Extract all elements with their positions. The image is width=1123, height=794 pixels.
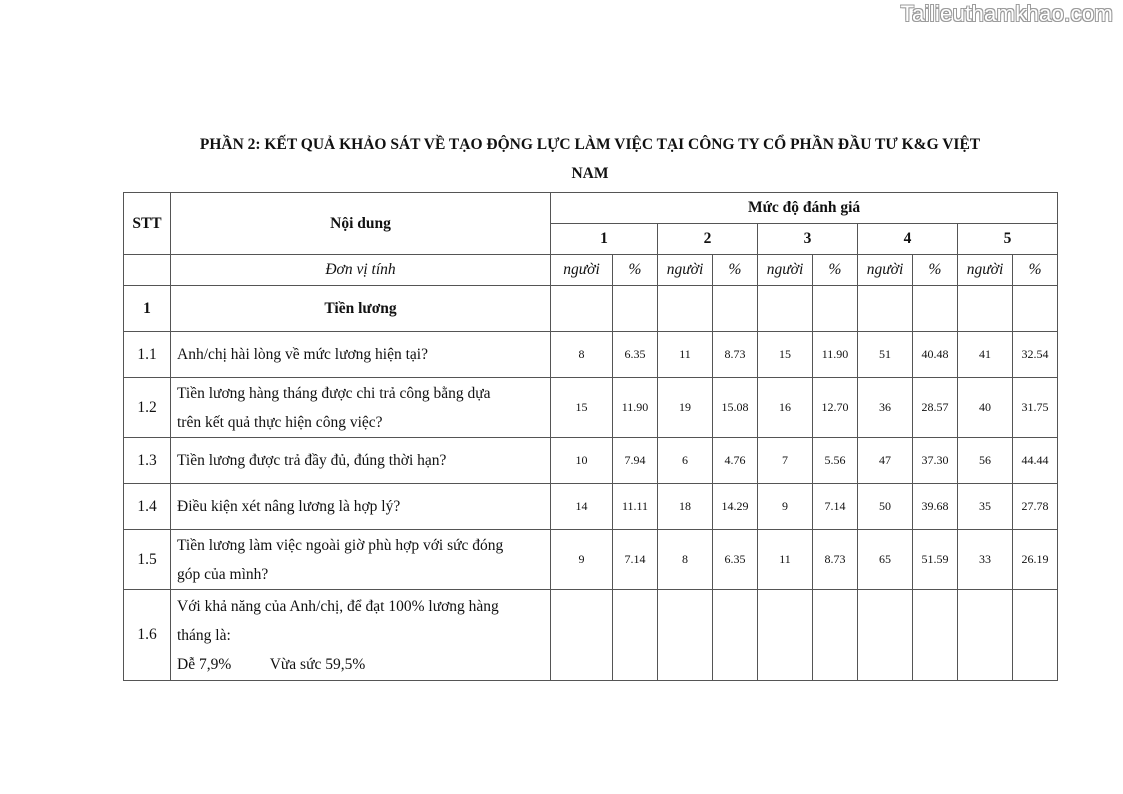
percent-cell [613,590,658,681]
percent-cell: 6.35 [713,530,758,590]
content-line: Dễ 7,9% Vừa sức 59,5% [177,655,366,673]
people-count-cell: 41 [958,332,1013,378]
people-count-cell: 9 [758,484,813,530]
title-line-1: PHẦN 2: KẾT QUẢ KHẢO SÁT VỀ TẠO ĐỘNG LỰC LÀM VIỆC TẠI CÔNG TY CỔ PHẦN ĐẦU TƯ K&G VIỆT [199,136,981,153]
table-row [124,438,1058,484]
percent-cell: 26.19 [1013,530,1058,590]
row-stt: 1.5 [124,530,171,590]
row-content [171,332,551,378]
percent-cell: 27.78 [1013,484,1058,530]
percent-cell [713,590,758,681]
row-content [171,590,551,681]
table-row [124,590,1058,681]
percent-cell: 15.08 [713,378,758,438]
people-count-cell: 9 [551,530,613,590]
content-line: Tiền lương được trả đầy đủ, đúng thời hạn? [177,452,447,469]
section-title: Tiền lương [171,286,551,332]
unit-stt-cell [124,255,171,286]
people-count-cell: 11 [658,332,713,378]
empty-cell [913,286,958,332]
content-line: trên kết quả thực hiện công việc? [177,413,383,431]
people-count-cell: 51 [858,332,913,378]
people-count-cell [958,590,1013,681]
percent-cell: 51.59 [913,530,958,590]
people-count-cell: 56 [958,438,1013,484]
empty-cell [1013,286,1058,332]
people-count-cell: 14 [551,484,613,530]
percent-cell: 32.54 [1013,332,1058,378]
row-stt: 1.6 [124,590,171,681]
unit-people: người [658,255,713,286]
percent-cell: 7.94 [613,438,658,484]
people-count-cell: 33 [958,530,1013,590]
percent-cell: 4.76 [713,438,758,484]
empty-cell [658,286,713,332]
people-count-cell: 65 [858,530,913,590]
percent-cell: 11.90 [813,332,858,378]
table-row [124,484,1058,530]
people-count-cell [758,590,813,681]
percent-cell: 6.35 [613,332,658,378]
empty-cell [813,286,858,332]
header-stt: STT [124,193,171,255]
title-line-2: NAM [571,165,609,182]
page-title [123,130,1057,188]
content-line: Anh/chị hài lòng về mức lương hiện tại? [177,346,428,363]
people-count-cell: 18 [658,484,713,530]
people-count-cell: 6 [658,438,713,484]
row-stt: 1.1 [124,332,171,378]
people-count-cell: 47 [858,438,913,484]
unit-percent: % [613,255,658,286]
people-count-cell: 7 [758,438,813,484]
people-count-cell [858,590,913,681]
percent-cell: 11.90 [613,378,658,438]
people-count-cell: 15 [758,332,813,378]
people-count-cell: 36 [858,378,913,438]
content-line: Với khả năng của Anh/chị, để đạt 100% lương hàng [177,597,499,615]
unit-percent: % [1013,255,1058,286]
level-header: 3 [758,224,858,255]
row-content [171,438,551,484]
unit-people: người [551,255,613,286]
unit-people: người [858,255,913,286]
empty-cell [858,286,913,332]
content-line: Tiền lương hàng tháng được chi trả công bằng dựa [177,384,491,402]
percent-cell: 12.70 [813,378,858,438]
level-header: 2 [658,224,758,255]
percent-cell: 8.73 [713,332,758,378]
row-stt: 1.3 [124,438,171,484]
table-row [124,530,1058,590]
content-line: góp của mình? [177,565,269,583]
percent-cell [813,590,858,681]
percent-cell: 28.57 [913,378,958,438]
row-stt: 1.4 [124,484,171,530]
people-count-cell: 50 [858,484,913,530]
percent-cell: 5.56 [813,438,858,484]
people-count-cell [658,590,713,681]
empty-cell [613,286,658,332]
unit-percent: % [713,255,758,286]
percent-cell [1013,590,1058,681]
percent-cell: 11.11 [613,484,658,530]
percent-cell: 31.75 [1013,378,1058,438]
watermark: Tailieuthamkhao.com [900,1,1113,26]
percent-cell: 44.44 [1013,438,1058,484]
level-header: 5 [958,224,1058,255]
empty-cell [758,286,813,332]
percent-cell: 7.14 [613,530,658,590]
people-count-cell: 40 [958,378,1013,438]
level-header: 1 [551,224,658,255]
people-count-cell: 35 [958,484,1013,530]
unit-percent: % [913,255,958,286]
empty-cell [958,286,1013,332]
row-stt: 1.2 [124,378,171,438]
people-count-cell: 8 [551,332,613,378]
content-line: tháng là: [177,626,231,644]
percent-cell: 40.48 [913,332,958,378]
content-line: Tiền lương làm việc ngoài giờ phù hợp với sức đóng [177,536,504,554]
content-line: Điều kiện xét nâng lương là hợp lý? [177,498,401,515]
percent-cell: 7.14 [813,484,858,530]
level-header: 4 [858,224,958,255]
unit-label: Đơn vị tính [171,255,551,286]
header-content: Nội dung [171,193,551,255]
percent-cell: 8.73 [813,530,858,590]
row-content [171,530,551,590]
table-row [124,378,1058,438]
people-count-cell: 15 [551,378,613,438]
row-content [171,378,551,438]
percent-cell: 14.29 [713,484,758,530]
people-count-cell: 10 [551,438,613,484]
percent-cell [913,590,958,681]
survey-table [123,192,1058,681]
people-count-cell: 8 [658,530,713,590]
header-rating: Mức độ đánh giá [551,193,1058,224]
row-content [171,484,551,530]
people-count-cell: 16 [758,378,813,438]
empty-cell [551,286,613,332]
people-count-cell: 11 [758,530,813,590]
unit-people: người [958,255,1013,286]
empty-cell [713,286,758,332]
people-count-cell [551,590,613,681]
percent-cell: 39.68 [913,484,958,530]
people-count-cell: 19 [658,378,713,438]
table-row [124,332,1058,378]
unit-percent: % [813,255,858,286]
unit-people: người [758,255,813,286]
section-stt: 1 [124,286,171,332]
percent-cell: 37.30 [913,438,958,484]
